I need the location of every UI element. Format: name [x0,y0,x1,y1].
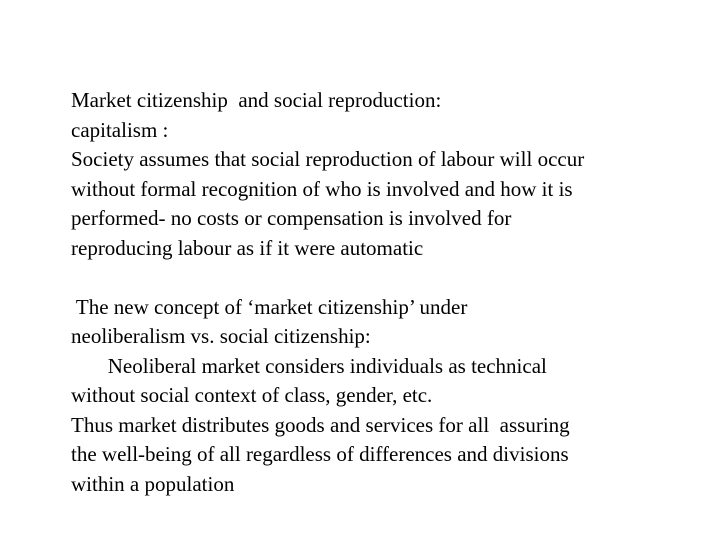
body-line: performed- no costs or compensation is involved for [71,206,512,230]
body-line: without social context of class, gender, etc. [71,383,433,407]
body-line: neoliberalism vs. social citizenship: [71,324,371,348]
slide-text-body [71,86,691,499]
body-line: within a population [71,471,235,496]
heading-line: Market citizenship and social reproduction: [71,88,442,112]
body-line: the well-being of all regardless of differences and divisions [71,442,569,466]
paragraph-gap [71,263,691,293]
body-line: Society assumes that social reproduction of labour will occur [71,147,585,171]
body-line: Thus market distributes goods and services for all assuring [71,412,570,437]
body-line: reproducing labour as if it were automatic [71,235,424,260]
body-line: The new concept of ‘market citizenship’ under [71,294,468,319]
body-line: Neoliberal market considers individuals as technical [71,353,547,378]
subheading-line: capitalism : [71,117,169,142]
body-line: without formal recognition of who is involved and how it is [71,176,573,201]
